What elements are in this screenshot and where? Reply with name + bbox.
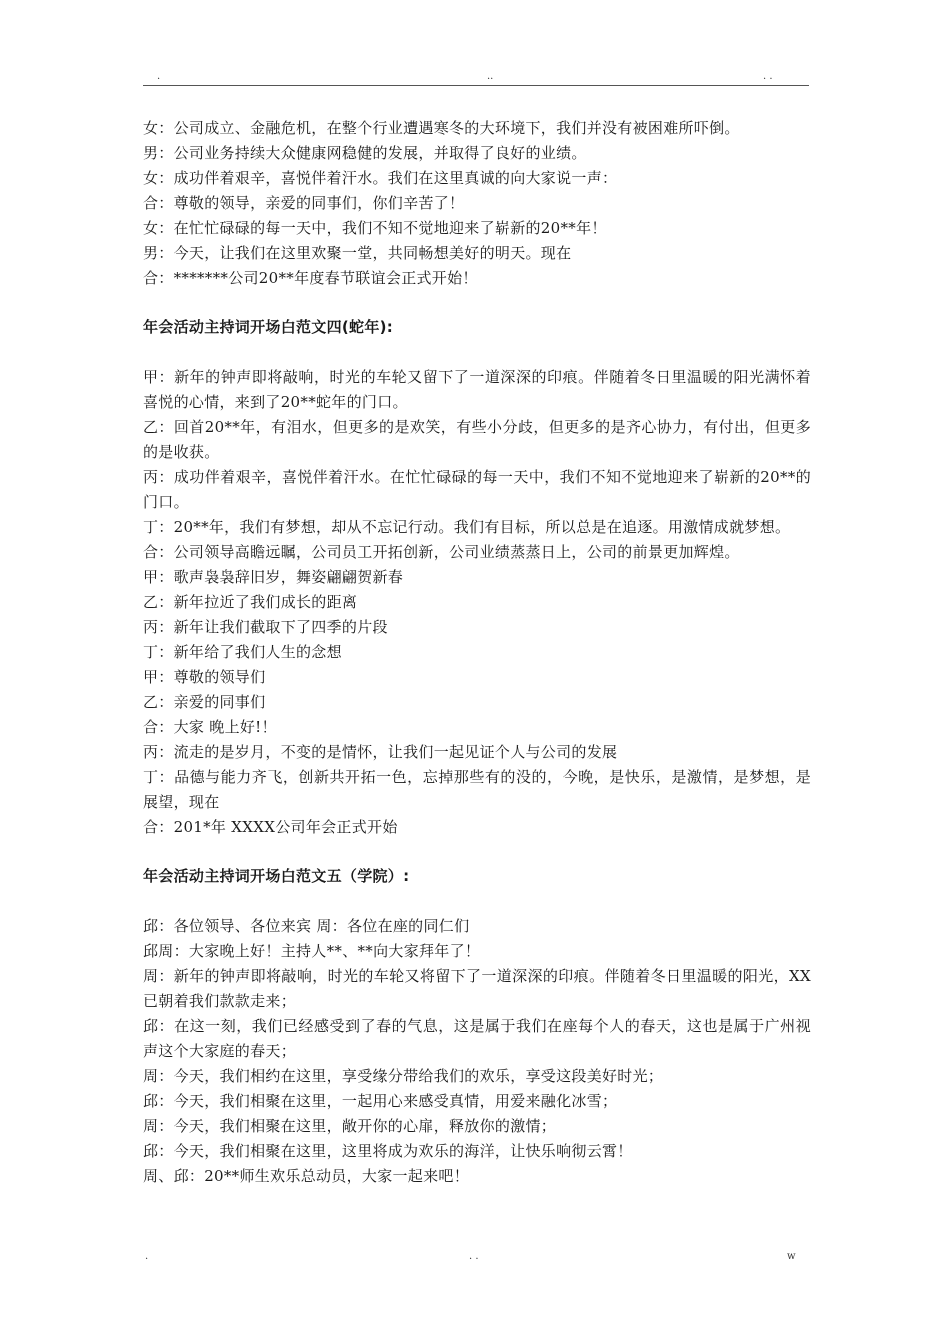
dialogue-line: 合：公司领导高瞻远瞩，公司员工开拓创新，公司业绩蒸蒸日上，公司的前景更加辉煌。 (143, 543, 740, 561)
dialogue-line: 合：尊敬的领导，亲爱的同事们，你们辛苦了！ (143, 194, 465, 212)
dialogue-line: 丁：20**年，我们有梦想，却从不忘记行动。我们有目标，所以总是在追逐。用激情成就梦想。 (143, 518, 791, 536)
footer-mark: . . (469, 1251, 479, 1262)
header-mark: .. (487, 71, 494, 82)
dialogue-line: 丙：新年让我们截取下了四季的片段 (143, 618, 388, 636)
header-mark: . . (763, 71, 773, 82)
section-5-title: 年会活动主持词开场白范文五（学院）: (143, 867, 410, 885)
section-4-body (143, 365, 811, 840)
dialogue-line: 周：今天，我们相约在这里，享受缘分带给我们的欢乐，享受这段美好时光； (143, 1067, 664, 1085)
document-body (143, 116, 811, 1189)
dialogue-line: 周：今天，我们相聚在这里，敞开你的心扉，释放你的激情； (143, 1117, 557, 1135)
dialogue-line: 乙：新年拉近了我们成长的距离 (143, 593, 358, 611)
section-5-body (143, 914, 811, 1189)
dialogue-line: 合：201*年 XXXX公司年会正式开始 (143, 818, 398, 836)
footer-mark: w (787, 1251, 796, 1262)
dialogue-line: 合：大家 晚上好!！ (143, 718, 277, 736)
dialogue-line: 女：在忙忙碌碌的每一天中，我们不知不觉地迎来了崭新的20**年！ (143, 219, 607, 237)
dialogue-line: 周：新年的钟声即将敲响，时光的车轮又将留下了一道深深的印痕。伴随着冬日里温暖的阳光，XX已朝着我们款款走来； (143, 967, 811, 1010)
dialogue-line: 甲：歌声袅袅辞旧岁，舞姿翩翩贺新春 (143, 568, 404, 586)
header-rule (143, 85, 809, 86)
dialogue-line: 乙：回首20**年，有泪水，但更多的是欢笑，有些小分歧，但更多的是齐心协力，有付出，但更多的是收获。 (143, 418, 811, 461)
dialogue-line: 女：公司成立、金融危机，在整个行业遭遇寒冬的大环境下，我们并没有被困难所吓倒。 (143, 119, 740, 137)
dialogue-line: 丙：成功伴着艰辛，喜悦伴着汗水。在忙忙碌碌的每一天中，我们不知不觉地迎来了崭新的20**的门口。 (143, 468, 811, 511)
page-footer-marks (143, 1250, 809, 1264)
dialogue-line: 丁：品德与能力齐飞，创新共开拓一色，忘掉那些有的没的，今晚，是快乐，是激情，是梦想，是展望，现在 (143, 768, 811, 811)
page-header-marks (143, 70, 809, 84)
dialogue-line: 周、邱：20**师生欢乐总动员，大家一起来吧！ (143, 1167, 469, 1185)
header-mark: . (157, 71, 161, 82)
dialogue-line: 男：公司业务持续大众健康网稳健的发展，并取得了良好的业绩。 (143, 144, 587, 162)
dialogue-line: 甲：新年的钟声即将敲响，时光的车轮又留下了一道深深的印痕。伴随着冬日里温暖的阳光满怀着喜悦的心情，来到了20**蛇年的门口。 (143, 368, 811, 411)
footer-mark: . (145, 1251, 149, 1262)
dialogue-line: 邱：在这一刻，我们已经感受到了春的气息，这是属于我们在座每个人的春天，这也是属于广州视声这个大家庭的春天； (143, 1017, 811, 1060)
dialogue-line: 合：*******公司20**年度春节联谊会正式开始！ (143, 269, 478, 287)
dialogue-line: 甲：尊敬的领导们 (143, 668, 266, 686)
dialogue-line: 邱周：大家晚上好！主持人**、**向大家拜年了！ (143, 942, 481, 960)
section-3-body (143, 116, 811, 291)
dialogue-line: 丁：新年给了我们人生的念想 (143, 643, 342, 661)
dialogue-line: 丙：流走的是岁月，不变的是情怀，让我们一起见证个人与公司的发展 (143, 743, 618, 761)
section-4-title: 年会活动主持词开场白范文四(蛇年): (143, 318, 394, 336)
dialogue-line: 邱：今天，我们相聚在这里，这里将成为欢乐的海洋，让快乐响彻云霄！ (143, 1142, 633, 1160)
dialogue-line: 乙：亲爱的同事们 (143, 693, 266, 711)
dialogue-line: 男：今天，让我们在这里欢聚一堂，共同畅想美好的明天。现在 (143, 244, 572, 262)
dialogue-line: 邱：各位领导、各位来宾 周：各位在座的同仁们 (143, 917, 470, 935)
dialogue-line: 女：成功伴着艰辛，喜悦伴着汗水。我们在这里真诚的向大家说一声： (143, 169, 618, 187)
dialogue-line: 邱：今天，我们相聚在这里，一起用心来感受真情，用爱来融化冰雪； (143, 1092, 618, 1110)
